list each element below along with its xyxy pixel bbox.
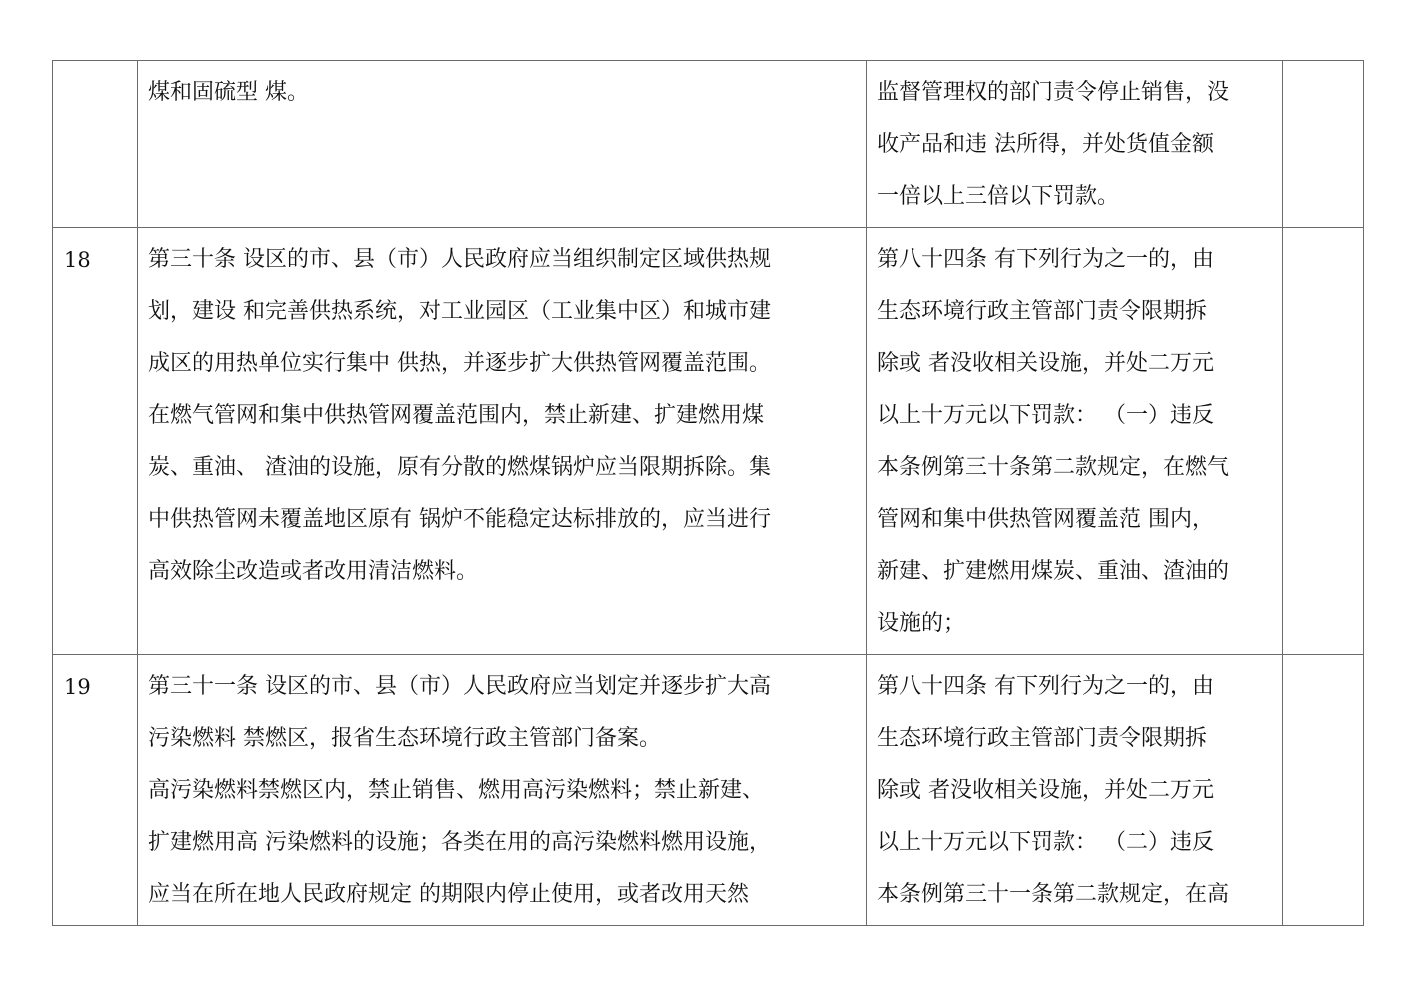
clause-line: 煤和固硫型 煤。 (148, 80, 309, 105)
penalty-line: 除或 者没收相关设施，并处二万元 (877, 351, 1214, 376)
clause-line: 高污染燃料禁燃区内，禁止销售、燃用高污染燃料；禁止新建、 (148, 778, 765, 803)
penalty-cell (867, 61, 1283, 228)
penalty-line: 本条例第三十一条第二款规定，在高 (877, 882, 1230, 907)
penalty-cell (867, 655, 1283, 926)
penalty-line: 设施的； (877, 611, 966, 636)
clause-line: 划，建设 和完善供热系统，对工业园区（工业集中区）和城市建 (148, 299, 771, 324)
clause-line: 炭、重油、 渣油的设施，原有分散的燃煤锅炉应当限期拆除。集 (148, 455, 771, 480)
penalty-line: 生态环境行政主管部门责令限期拆 (877, 726, 1208, 751)
penalty-cell (867, 228, 1283, 655)
clause-line: 第三十条 设区的市、县（市）人民政府应当组织制定区域供热规 (148, 247, 771, 272)
penalty-line: 本条例第三十条第二款规定，在燃气 (877, 455, 1230, 480)
regulation-table (52, 60, 1364, 926)
penalty-line: 一倍以上三倍以下罚款。 (877, 184, 1120, 209)
extra-cell (1283, 228, 1364, 655)
row-number (53, 61, 137, 71)
clause-line: 成区的用热单位实行集中 供热，并逐步扩大供热管网覆盖范围。 (148, 351, 771, 376)
penalty-line: 管网和集中供热管网覆盖范 围内， (877, 507, 1214, 532)
penalty-line: 除或 者没收相关设施，并处二万元 (877, 778, 1214, 803)
extra-cell (1283, 61, 1364, 228)
extra-text (1283, 61, 1363, 71)
row-number: 19 (64, 675, 91, 699)
table-row (53, 61, 1364, 228)
row-number-cell (53, 228, 138, 655)
extra-text (1283, 655, 1363, 665)
clause-line: 应当在所在地人民政府规定 的期限内停止使用，或者改用天然 (148, 882, 749, 907)
penalty-line: 监督管理权的部门责令停止销售，没 (877, 80, 1230, 105)
clause-line: 高效除尘改造或者改用清洁燃料。 (148, 559, 479, 584)
clause-cell (138, 61, 867, 228)
clause-line: 第三十一条 设区的市、县（市）人民政府应当划定并逐步扩大高 (148, 674, 771, 699)
row-number-cell (53, 61, 138, 228)
table-row (53, 228, 1364, 655)
penalty-line: 新建、扩建燃用煤炭、重油、渣油的 (877, 559, 1230, 584)
extra-cell (1283, 655, 1364, 926)
penalty-line: 第八十四条 有下列行为之一的，由 (877, 247, 1214, 272)
penalty-line: 第八十四条 有下列行为之一的，由 (877, 674, 1214, 699)
clause-line: 污染燃料 禁燃区，报省生态环境行政主管部门备案。 (148, 726, 661, 751)
clause-line: 扩建燃用高 污染燃料的设施；各类在用的高污染燃料燃用设施， (148, 830, 771, 855)
clause-cell (138, 228, 867, 655)
penalty-line: 以上十万元以下罚款： （二）违反 (877, 830, 1214, 855)
clause-line: 在燃气管网和集中供热管网覆盖范围内，禁止新建、扩建燃用煤 (148, 403, 765, 428)
clause-cell (138, 655, 867, 926)
table-row (53, 655, 1364, 926)
penalty-line: 以上十万元以下罚款： （一）违反 (877, 403, 1214, 428)
row-number-cell (53, 655, 138, 926)
row-number: 18 (64, 248, 91, 272)
penalty-line: 生态环境行政主管部门责令限期拆 (877, 299, 1208, 324)
clause-line: 中供热管网未覆盖地区原有 锅炉不能稳定达标排放的，应当进行 (148, 507, 771, 532)
penalty-line: 收产品和违 法所得，并处货值金额 (877, 132, 1214, 157)
extra-text (1283, 228, 1363, 238)
